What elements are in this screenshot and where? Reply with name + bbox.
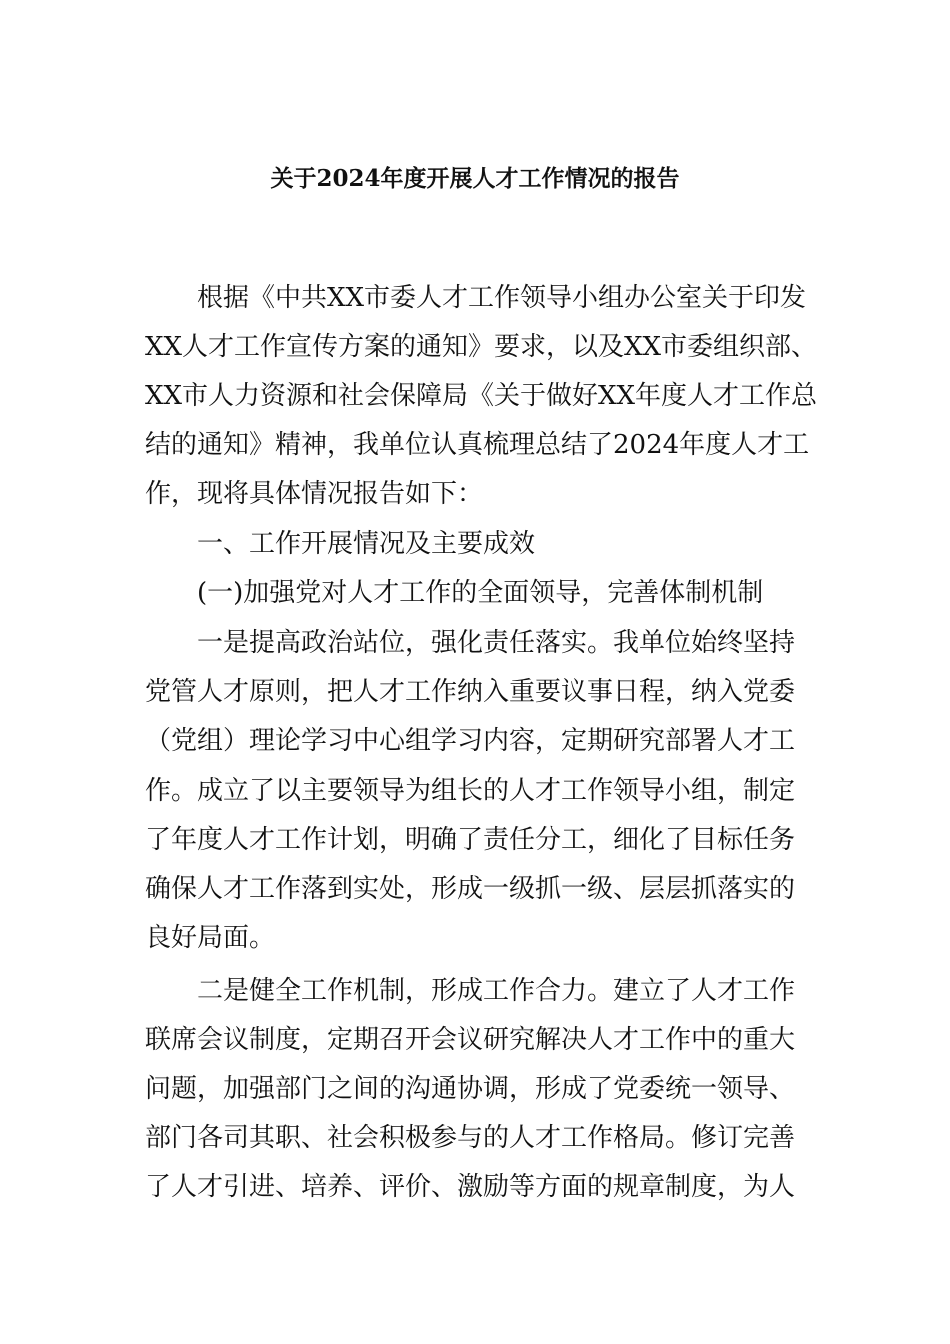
paragraph-line: 一是提高政治站位，强化责任落实。我单位始终坚持 xyxy=(197,628,796,658)
paragraph-line: 了年度人才工作计划，明确了责任分工，细化了目标任务 xyxy=(145,825,796,855)
document-title: 关于2024年度开展人才工作情况的报告 xyxy=(270,165,680,192)
paragraph-line: 问题，加强部门之间的沟通协调，形成了党委统一领导、 xyxy=(145,1074,796,1104)
paragraph-line: 联席会议制度，定期召开会议研究解决人才工作中的重大 xyxy=(145,1025,796,1055)
paragraph-line: 二是健全工作机制，形成工作合力。建立了人才工作 xyxy=(197,976,796,1006)
paragraph-line: 良好局面。 xyxy=(145,923,276,953)
paragraph-line: 确保人才工作落到实处，形成一级抓一级、层层抓落实的 xyxy=(145,874,796,904)
paragraph-line: XX人才工作宣传方案的通知》要求，以及XX市委组织部、 xyxy=(145,332,818,362)
section-heading: 一、工作开展情况及主要成效 xyxy=(197,529,536,559)
paragraph-line: 作，现将具体情况报告如下： xyxy=(145,479,484,509)
paragraph-line: 了人才引进、培养、评价、激励等方面的规章制度，为人 xyxy=(145,1172,796,1202)
paragraph-line: （党组）理论学习中心组学习内容，定期研究部署人才工 xyxy=(145,726,796,756)
paragraph-line: 作。成立了以主要领导为组长的人才工作领导小组，制定 xyxy=(145,776,796,806)
paragraph-line: 结的通知》精神，我单位认真梳理总结了2024年度人才工 xyxy=(145,430,810,460)
paragraph-line: XX市人力资源和社会保障局《关于做好XX年度人才工作总 xyxy=(145,381,818,411)
paragraph-line: 党管人才原则，把人才工作纳入重要议事日程，纳入党委 xyxy=(145,677,796,707)
subsection-heading: (一)加强党对人才工作的全面领导，完善体制机制 xyxy=(197,578,764,608)
paragraph-line: 根据《中共XX市委人才工作领导小组办公室关于印发 xyxy=(197,283,807,313)
paragraph-line: 部门各司其职、社会积极参与的人才工作格局。修订完善 xyxy=(145,1123,796,1153)
